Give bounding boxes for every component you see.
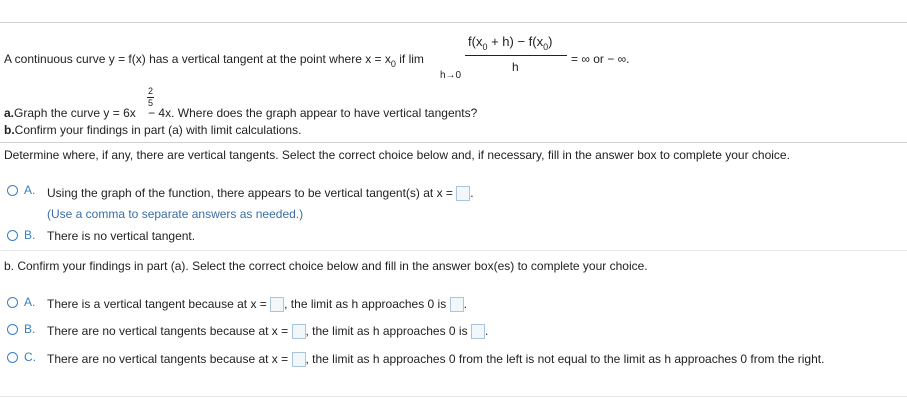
instruction-b: b. Confirm your findings in part (a). Select the correct choice below and fill in the answer box(es) to complete your choice. [4, 259, 648, 273]
choice-a-A-letter: A. [24, 183, 36, 197]
radio-b-A[interactable] [7, 297, 18, 308]
x0-subscript: 0 [390, 59, 396, 69]
intro-tail: = ∞ or − ∞. [571, 52, 630, 66]
intro-text: A continuous curve y = f(x) has a vertical tangent at the point where x = x [4, 52, 391, 66]
radio-a-B[interactable] [7, 230, 18, 241]
lim-word: lim [408, 52, 424, 66]
answer-box-b-A-x[interactable] [270, 297, 284, 312]
part-a-text-after: − 4x. Where does the graph appear to have vertical tangents? [144, 106, 478, 120]
bottom-divider [0, 396, 907, 397]
part-b-text: Confirm your findings in part (a) with limit calculations. [14, 123, 302, 137]
part-b-label: b. [4, 123, 15, 137]
radio-b-C[interactable] [7, 352, 18, 363]
part-a-label: a. [4, 106, 15, 120]
exponent-denominator: 5 [148, 98, 154, 108]
fraction-denominator: h [512, 60, 519, 74]
choice-b-A-letter: A. [24, 295, 36, 309]
top-divider [0, 22, 907, 23]
choice-a-B-letter: B. [24, 228, 36, 242]
lim-subscript: h→0 [440, 70, 462, 81]
radio-b-B[interactable] [7, 324, 18, 335]
intro-if: if [399, 52, 406, 66]
part-a-line [4, 106, 477, 120]
instruction-a: Determine where, if any, there are vertical tangents. Select the correct choice below and, if necessary, fill in the answer box to complete your choice. [4, 148, 790, 162]
radio-a-A[interactable] [7, 185, 18, 196]
answer-box-b-A-limit[interactable] [450, 297, 464, 312]
intro-statement [4, 52, 424, 69]
answer-box-b-B-x[interactable] [292, 324, 306, 339]
choice-a-B-text[interactable]: There is no vertical tangent. [47, 229, 196, 243]
choice-a-A-note: (Use a comma to separate answers as needed.) [47, 207, 304, 221]
mid-divider [0, 142, 907, 143]
choice-b-B-letter: B. [24, 322, 36, 336]
exponent-numerator: 2 [148, 86, 154, 96]
answer-box-b-B-limit[interactable] [471, 324, 485, 339]
part-a-text: Graph the curve y = 6x [14, 106, 136, 120]
choice-a-A[interactable]: Using the graph of the function, there appears to be vertical tangent(s) at x = . [47, 186, 474, 200]
answer-box-b-C-x[interactable] [292, 352, 306, 367]
choice-b-A[interactable]: There is a vertical tangent because at x = , the limit as h approaches 0 is . [47, 297, 467, 311]
fraction-bar [465, 55, 567, 56]
choice-b-B[interactable]: There are no vertical tangents because at x = , the limit as h approaches 0 is . [47, 324, 489, 338]
choice-a-A-text: Using the graph of the function, there appears to be vertical tangent(s) at x = [47, 186, 453, 200]
answer-box-vertical-tangent-x[interactable] [456, 186, 470, 201]
choice-b-C-letter: C. [24, 350, 36, 364]
fraction-numerator: $f(x_0 + h) - f(x_0)$ [468, 34, 553, 52]
part-b-divider [0, 250, 907, 251]
choice-b-C[interactable]: There are no vertical tangents because at x = , the limit as h approaches 0 from the left is not equal to the limit as h approaches 0 from the right. [47, 352, 825, 366]
part-b-line [4, 123, 301, 137]
